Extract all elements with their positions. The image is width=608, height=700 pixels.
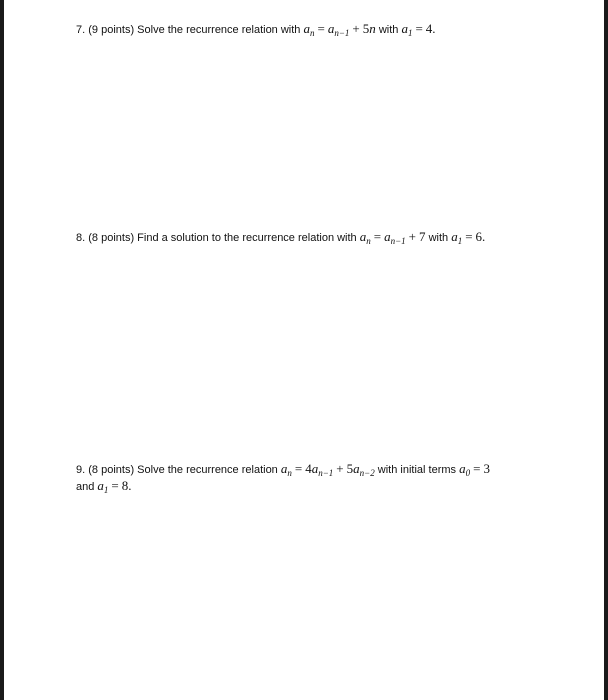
recurrence-formula: $a_n = a_{n-1} + 5n$ <box>303 21 376 38</box>
problem-conjunction: and <box>76 481 95 493</box>
problem-points: (8 points) <box>88 464 135 476</box>
initial-condition: $a_1 = 4$. <box>401 21 436 38</box>
document-page <box>4 0 604 700</box>
problem-number: 7. <box>76 24 86 36</box>
problem-7 <box>76 21 576 38</box>
initial-condition-1: $a_1 = 8$. <box>97 478 132 495</box>
right-dark-border <box>604 0 608 700</box>
problem-number: 9. <box>76 464 86 476</box>
initial-condition-0: $a_0 = 3$ <box>459 461 490 478</box>
recurrence-formula: $a_n = 4a_{n-1} + 5a_{n-2}$ <box>280 461 375 478</box>
problem-middle-text: with initial terms <box>377 464 457 476</box>
problem-prefix: Solve the recurrence relation <box>137 464 278 476</box>
problem-points: (9 points) <box>88 24 135 36</box>
problem-number: 8. <box>76 232 86 244</box>
recurrence-formula: $a_n = a_{n-1} + 7$ <box>359 229 426 246</box>
initial-condition: $a_1 = 6$. <box>451 229 486 246</box>
problem-prefix: Find a solution to the recurrence relation with <box>137 232 357 244</box>
problem-middle-text: with <box>428 232 449 244</box>
problem-prefix: Solve the recurrence relation with <box>137 24 301 36</box>
problem-points: (8 points) <box>88 232 135 244</box>
problem-middle-text: with <box>378 24 399 36</box>
problem-8 <box>76 229 576 246</box>
problem-9 <box>76 461 576 495</box>
